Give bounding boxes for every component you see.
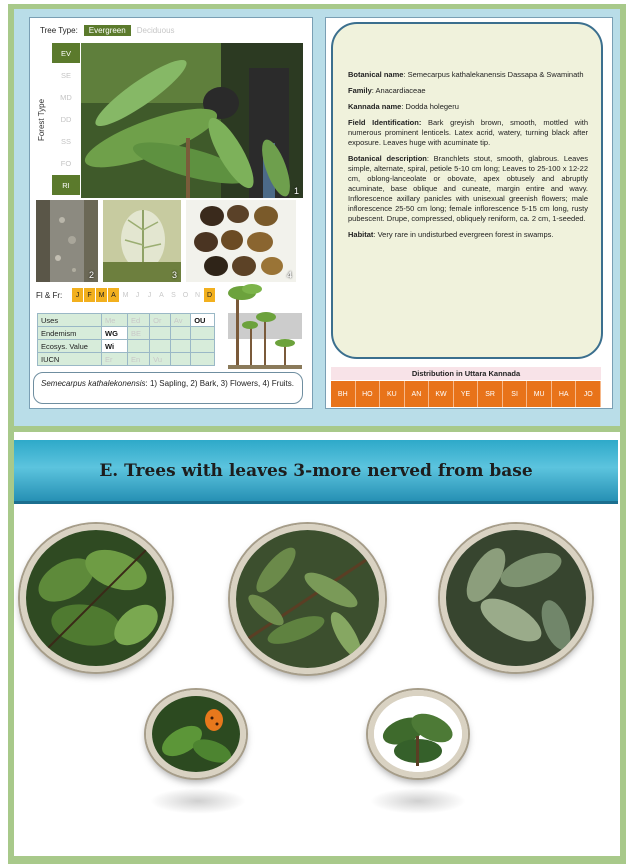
family-para: [348, 86, 588, 96]
leaf-photo-3: [440, 524, 592, 672]
ecosys-option-selected: Wi: [102, 340, 128, 353]
month-list: [72, 288, 216, 302]
tree-type-row: [40, 25, 175, 36]
ecosys-label: Ecosys. Value: [38, 340, 102, 353]
tree-type-deciduous[interactable]: Deciduous: [136, 26, 175, 35]
month-cell: N: [194, 291, 201, 299]
region-ho: HO: [356, 381, 381, 407]
forest-type-ri: RI: [52, 175, 80, 195]
section-banner: [14, 440, 618, 504]
month-cell: D: [204, 288, 215, 302]
iucn-option: Er: [102, 353, 128, 366]
uses-label: Uses: [38, 314, 102, 327]
botanical-desc-para: [348, 154, 588, 224]
table-row: [38, 353, 215, 366]
forest-type-se: SE: [52, 65, 80, 85]
region-kw: KW: [429, 381, 454, 407]
flowering-label: Fl & Fr:: [36, 290, 63, 300]
botanical-name-value: : Semecarpus kathalekanensis Dassapa & Swaminath: [403, 70, 584, 79]
photo-shadow: [370, 788, 466, 814]
family-label: Family: [348, 86, 372, 95]
iucn-option: En: [127, 353, 149, 366]
sapling-photo: [81, 43, 303, 198]
field-id-value: Bark greyish brown, smooth, mottled with numerous prominent lenticels. Latex acrid, watery, turning black after exposure. Leaves huge with acuminate tip.: [348, 118, 588, 147]
habitat-label: Habitat: [348, 230, 374, 239]
bark-photo: [36, 200, 98, 282]
forest-type-ev: EV: [52, 43, 80, 63]
uses-option: Av: [170, 314, 190, 327]
forest-type-ss: SS: [52, 131, 80, 151]
distribution-regions: [331, 381, 601, 407]
botanical-desc-label: Botanical description: [348, 154, 427, 163]
leaf-cluster-photo: [368, 690, 468, 778]
region-ye: YE: [454, 381, 479, 407]
fruits-photo: [186, 200, 296, 282]
month-cell: J: [135, 291, 140, 299]
caption-species: Semecarpus kathalekonensis: [41, 379, 146, 388]
fruit-leaf-photo: [146, 690, 246, 778]
region-si: SI: [503, 381, 528, 407]
uses-option-selected: OU: [191, 314, 215, 327]
forest-type-fo: FO: [52, 153, 80, 173]
region-ha: HA: [552, 381, 577, 407]
photo-number: 2: [88, 270, 94, 280]
endemism-option-selected: WG: [102, 327, 128, 340]
field-id-para: [348, 118, 588, 148]
month-cell: J: [147, 291, 152, 299]
tree-type-evergreen[interactable]: Evergreen: [84, 25, 131, 36]
iucn-option: Vu: [150, 353, 171, 366]
month-cell: M: [122, 291, 129, 299]
leaf-photo-2: [230, 524, 385, 674]
flowering-fruiting-row: [36, 288, 216, 302]
caption-text: : 1) Sapling, 2) Bark, 3) Flowers, 4) Fruits.: [145, 379, 295, 388]
botanical-name-label: Botanical name: [348, 70, 404, 79]
kannada-label: Kannada name: [348, 102, 402, 111]
leaf-photo-1: [20, 524, 172, 672]
photo-number: 3: [171, 270, 177, 280]
uses-option: Ed: [127, 314, 149, 327]
photo-shadow: [150, 788, 246, 814]
month-cell: F: [84, 288, 95, 302]
endemism-option: BE: [127, 327, 149, 340]
uses-option: Or: [150, 314, 171, 327]
uses-option: Me: [102, 314, 128, 327]
tree-stratum-diagram: [228, 283, 302, 369]
month-cell: A: [108, 288, 119, 302]
forest-type-label: Forest Type: [37, 98, 46, 142]
field-id-label: Field Identification:: [348, 118, 422, 127]
table-row: [38, 340, 215, 353]
forest-type-dd: DD: [52, 109, 80, 129]
iucn-label: IUCN: [38, 353, 102, 366]
botanical-desc-value: : Branchlets stout, smooth, glabrous. Leaves simple, alternate, spiral, petiole 5-10 cm long; Leaves to 25-100 x 12-22 cm, oblong-lanceolate or obovate, apex obtusely and abruptly acuminate, base oblique and cuneate, margin entire and wavy. Inflorescence axillary panicles with unisexual greenish flowers; male inflorescence 25-50 cm long; female inflorescence 5-15 cm long, rusty pubescent. Drupe, compressed, obliquely reniform, ca. 2 cm, 1-seeded.: [348, 154, 588, 223]
region-bh: BH: [331, 381, 356, 407]
tree-type-label: Tree Type:: [40, 26, 78, 35]
habitat-para: [348, 230, 588, 240]
month-cell: J: [72, 288, 83, 302]
table-row: [38, 327, 215, 340]
region-sr: SR: [478, 381, 503, 407]
photo-number: 1: [293, 186, 299, 196]
month-cell: O: [182, 291, 189, 299]
forest-type-md: MD: [52, 87, 80, 107]
section-title: E. Trees with leaves 3-more nerved from base: [99, 460, 533, 481]
family-value: : Anacardiaceae: [371, 86, 426, 95]
month-cell: S: [171, 291, 176, 299]
month-cell: M: [96, 288, 107, 302]
region-an: AN: [405, 381, 430, 407]
month-cell: A: [159, 291, 164, 299]
table-row: [38, 314, 215, 327]
photo-caption: [33, 372, 303, 404]
botanical-name-para: [348, 70, 588, 80]
habitat-value: : Very rare in undisturbed evergreen forest in swamps.: [373, 230, 554, 239]
species-attributes-table: [37, 313, 215, 366]
endemism-label: Endemism: [38, 327, 102, 340]
photo-number: 4: [286, 270, 292, 280]
region-mu: MU: [527, 381, 552, 407]
kannada-value: : Dodda holegeru: [401, 102, 459, 111]
region-jo: JO: [576, 381, 601, 407]
flowers-photo: [103, 200, 181, 282]
region-ku: KU: [380, 381, 405, 407]
description-text: [348, 70, 588, 246]
kannada-para: [348, 102, 588, 112]
distribution-title: Distribution in Uttara Kannada: [331, 367, 601, 380]
